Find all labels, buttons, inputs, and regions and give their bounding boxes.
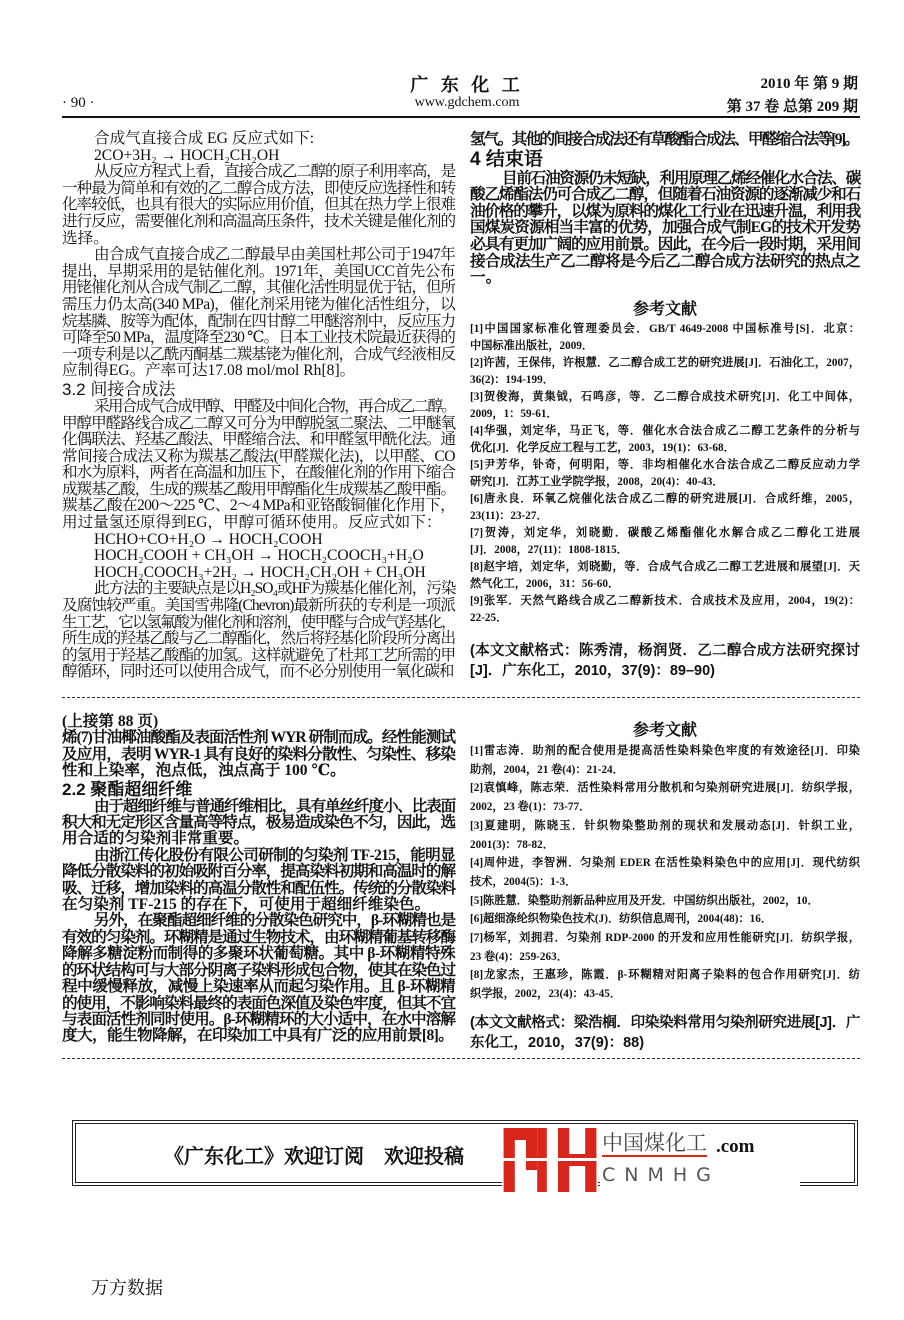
text-line: [3]贺俊海，黄集钺，石鸣彦，等．乙二醇合成技术研究[J]．化工中间体， (470, 391, 860, 403)
reference-item (470, 559, 860, 593)
text-line: 技术，2004(5)：1-3． (470, 875, 577, 888)
reference-item (470, 321, 860, 355)
text-line: 另外，在聚酯超细纤维的分散染色研究中，β-环糊精也是 (94, 912, 455, 930)
text-line: 提出，早期采用的是钴催化剂。1971年，美国UCC首先公布 (62, 262, 455, 280)
text-line: 织学报，2002，23(4)：43-45． (470, 988, 622, 1001)
text-line: [5]尹芳华，钋奇，何明阳，等．非均相催化水合法合成乙二醇反应动力学 (470, 459, 860, 471)
text-line: 36(2)：194-199． (470, 374, 554, 386)
text-line: 从反应方程式上看，直接合成乙二醇的原子利用率高，是 (94, 163, 455, 181)
text-line: 的环状结构可与大部分阴离子染料形成包合物，使其在染色过 (62, 961, 455, 979)
text-line: 用铑催化剂从合成气制乙二醇，其催化活性明显优于钴，但所 (62, 279, 455, 297)
paragraph (62, 131, 455, 148)
text-line: [6]唐永良．环氧乙烷催化法合成乙二醇的研究进展[J]．合成纤维，2005， (470, 493, 860, 505)
text-line: 化率较低，也具有很大的实际应用价值，但其在热力学上很难 (62, 196, 455, 214)
text-line: 中国标准出版社，2009． (470, 340, 594, 352)
article-divider (62, 697, 860, 698)
text-line: 优化[J]．化学反应工程与工艺，2003，19(1)：63-68． (470, 442, 735, 454)
reference-item (470, 389, 860, 423)
text-line: 选择。 (62, 229, 109, 247)
text-line: [2]许茜，王保伟，许根慧．乙二醇合成工艺的研究进展[J]．石油化工，2007， (470, 357, 860, 369)
section-heading (470, 149, 860, 171)
text-line: 必具有更加广阔的应用前景。因此，在今后一段时期，采用间 (470, 235, 860, 253)
reference-item (470, 525, 860, 559)
reference-item (470, 966, 860, 1003)
references-list (470, 321, 860, 627)
text-line: 性和上染率，泡点低，浊点高于 100 ℃。 (62, 762, 346, 780)
text-line: [4]华强，刘定华，马正飞，等．催化水合法合成乙二醇工艺条件的分析与 (470, 425, 860, 437)
paragraph (470, 171, 860, 287)
text-line: HOCH₂COOCH₃+2H₂ → HOCH₂CH₂OH + CH₃OH (94, 563, 426, 581)
website: www.gdchem.com (414, 95, 520, 110)
reference-item (470, 892, 860, 911)
volume-info: 第 37 卷 总第 209 期 (726, 99, 858, 115)
text-line: 2.2 聚酯超细纤维 (62, 779, 193, 799)
paragraph (62, 164, 455, 247)
text-line: 及腐蚀较严重。美国雪弗隆(Chevron)最新所获的专利是一项派 (62, 597, 455, 615)
header-rule (62, 116, 860, 118)
text-line: 有效的匀染剂。环糊精是通过生物技术，由环糊精葡基转移酶 (62, 928, 455, 946)
text-line: [2]袁慎峰，陈志荣．活性染料常用分散机和匀染剂研究进展[J]．纺织学报， (470, 782, 860, 795)
text-line: 的氢用于羟基乙酸酯的加氢。这样就避免了杜邦工艺所需的甲 (62, 646, 455, 664)
chemical-equation (62, 148, 455, 165)
text-line: 常间接合成法又称为羰基乙酸法(甲醛羰化法)，以甲醛、CO (62, 447, 455, 465)
text-line: 程中缓慢释放，减慢上染速率从而起匀染作用。且 β-环糊精 (62, 978, 456, 996)
text-line: 4 结束语 (470, 148, 543, 170)
text-line: 可降至50 MPa，温度降至230 ℃。日本工业技术院最近获得的 (62, 329, 455, 347)
reference-item (470, 779, 860, 816)
journal-title: 广 东 化 工 (410, 75, 524, 95)
text-line: 此方法的主要缺点是以H₂SO₄或HF为羰基化催化剂，污染 (94, 580, 456, 598)
article-divider (62, 1058, 860, 1059)
text-line: 然气化工，2006，31：56-60． (470, 578, 620, 590)
text-line: 由浙江传化股份有限公司研制的匀染剂 TF-215，能明显 (94, 846, 455, 864)
paragraph (62, 799, 455, 848)
text-line: 降解多糖淀粉而制得的多聚环状葡萄糖。其中 β-环糊精特殊 (62, 945, 456, 963)
text-line: 2CO+3H₂ → HOCH₂CH₂OH (94, 146, 280, 164)
text-line: 及应用，表明 WYR-1 具有良好的染料分散性、匀染性、移染 (62, 745, 455, 763)
text-line: 助剂，2004，21 卷(4)：21-24． (470, 763, 624, 776)
text-line: 目前石油资源仍未短缺，利用原理乙烯经催化水合法、碳 (502, 169, 860, 187)
text-line: 积大和无定形区含量高等特点，极易造成染色不匀，因此，选 (62, 814, 455, 832)
reference-item (470, 910, 860, 929)
references-title: 参考文献 (632, 301, 697, 318)
text-line: 一项专利是以乙酰丙酮基二羰基铑为催化剂，合成气经液相反 (62, 345, 455, 363)
text-line: 采用合成气合成甲醇、甲醛及中间化合物，再合成乙二醇。 (94, 397, 456, 415)
text-line: 合成气直接合成 EG 反应式如下: (94, 130, 315, 147)
text-line: 化偶联法、羟基乙酸法、甲醛缩合法、和甲醛氢甲酰化法。通 (62, 431, 455, 449)
paragraph (62, 848, 455, 914)
article1-right-column (470, 132, 860, 287)
text-line: HCHO+CO+H₂O → HOCH₂COOH (94, 530, 323, 548)
text-line: [5]陈胜慧．染整助剂新品种应用及开发．中国纺织出版社，2002，10． (470, 894, 819, 907)
citation-format (470, 642, 860, 681)
text-line: 在匀染剂 TF-215 的存在下，可使用于超细纤维染色。 (62, 896, 431, 914)
text-line: [6]超细涤纶织物染色技术(J)．纺织信息周刊，2004(48)：16． (470, 913, 773, 926)
logo-suffix: .com (716, 1136, 755, 1157)
text-line: [8]赵宇培，刘定华，刘晓勤，等．合成气合成乙二醇工艺进展和展望[J]．天 (470, 561, 860, 573)
paragraph (62, 730, 455, 779)
text-line: 酸乙烯酯法仍可合成乙二醇，但随着石油资源的逐渐减少和石 (470, 186, 860, 204)
text-line: 烯(7)甘油椰油酸酯及表面活性剂 WYR 研制而成。经性能测试 (62, 729, 455, 747)
text-line: [7]杨军，刘拥君．匀染剂 RDP-2000 的开发和应用性能研究[J]．纺织学报， (470, 932, 860, 945)
text-line: 所生成的羟基乙酸与乙二醇酯化，然后将羟基化阶段所分离出 (62, 630, 455, 648)
page-number: · 90 · (62, 95, 95, 111)
reference-item (470, 491, 860, 525)
text-line: 研究[J]．江苏工业学院学报，2008，20(4)：40-43． (470, 476, 724, 488)
text-line: (本文文献格式：梁浩榈．印染染料常用匀染剂研究进展[J]．广 (470, 1015, 860, 1031)
section-heading (62, 380, 455, 399)
paragraph (470, 132, 860, 149)
text-line: 需压力仍太高(340 MPa)，催化剂采用铑为催化活性组分，以 (62, 295, 455, 313)
text-line: 油价格的攀升，以煤为原料的煤化工行业在迅速升温，利用我 (470, 202, 860, 220)
issue-number: 2010 年 第 9 期 (760, 76, 858, 92)
text-line: [4]周仲进，李智洲．匀染剂 EDER 在活性染料染色中的应用[J]．现代纺织 (470, 857, 860, 870)
text-line: 进行反应，需要催化剂和高温高压条件，技术关键是催化剂的 (62, 212, 455, 230)
reference-item (470, 854, 860, 891)
text-line: 吸、迁移，增加染料的高温分散性和配伍性。传统的分散染料 (62, 879, 455, 897)
text-line: [8]龙家杰，王惠珍，陈霞．β-环糊精对阳离子染料的包合作用研究[J]．纺 (470, 969, 860, 982)
article1-left-column (62, 131, 455, 681)
text-line: 成羰基乙酸，生成的羰基乙酸用甲醇酯化生成羰基乙酸甲酯。 (62, 480, 455, 498)
text-line: 东化工，2010，37(9)：88) (470, 1034, 645, 1051)
text-line: [J]．广东化工，2010，37(9)：89–90) (470, 662, 715, 679)
reference-item (470, 423, 860, 457)
citation-format (470, 1014, 860, 1053)
article2-left-column (62, 714, 455, 1045)
text-line: 与表面活性剂同时使用。β-环糊精环的大小适中，在水中溶解 (62, 1010, 455, 1028)
text-line: (上接第 88 页) (62, 713, 159, 730)
paragraph (62, 581, 455, 681)
text-line: 应制得EG。产率可达17.08 mol/mol Rh[8]。 (62, 362, 356, 380)
text-line: HOCH₂COOH + CH₃OH → HOCH₂COOCH₃+H₂O (94, 547, 424, 565)
references-list (470, 742, 860, 1004)
banner-slogan: 《广东化工》欢迎订阅 欢迎投稿 (164, 1146, 464, 1168)
text-line: 3.2 间接合成法 (62, 379, 176, 399)
reference-item (470, 742, 860, 779)
text-line: 生工艺，它以氢氟酸为催化剂和溶剂，使甲醛与合成气羟基化， (62, 613, 455, 631)
paragraph (62, 399, 455, 532)
text-line: 用过量氢还原得到EG，甲醇可循环使用。反应式如下： (62, 514, 442, 532)
text-line: (本文文献格式：陈秀清，杨润贤．乙二醇合成方法研究探讨 (470, 643, 860, 659)
references-title: 参考文献 (632, 722, 697, 739)
text-line: 22-25． (470, 612, 508, 624)
reference-item (470, 642, 860, 681)
text-line: [7]贺涛，刘定华，刘晓勤．碳酸乙烯酯催化水解合成乙二醇化工进展 (470, 527, 860, 539)
section-heading (62, 780, 455, 799)
reference-item (470, 929, 860, 966)
logo (502, 1128, 598, 1192)
text-line: 氢气。其他的间接合成法还有草酸酯合成法、甲醛缩合法等[9]。 (470, 131, 859, 148)
text-line: 甲醇甲醛路线合成乙二醇又可分为甲醇脱氢二聚法、二甲醚氧 (62, 414, 455, 432)
text-line: [3]夏建明，陈晓玉．针织物染整助剂的现状和发展动态[J]．针织工业， (470, 819, 860, 832)
logo-text-en: CNMHG (602, 1164, 720, 1186)
text-line: 的使用，不影响染料最终的表面色深值及染色牢度，但其不宜 (62, 994, 455, 1012)
reference-item (470, 593, 860, 627)
reference-item (470, 355, 860, 389)
text-line: 醇循环，同时还可以使用合成气，而不必分别使用一氧化碳和 (62, 663, 454, 681)
text-line: [1]中国国家标准化管理委员会．GB/T 4649-2008 中国标准号[S]．北京： (470, 323, 860, 335)
text-line: 2001(3)：78-82． (470, 838, 554, 851)
text-line: 接合成法生产乙二醇将是今后乙二醇合成方法研究的热点之 (470, 252, 860, 270)
logo-text-cn: 中国煤化工 (602, 1131, 707, 1155)
text-line: 2002，23 卷(1)：73-77． (470, 801, 591, 814)
chemical-equation (62, 532, 455, 582)
paragraph (62, 913, 455, 1044)
text-line: 烷基膦、胺等为配体，配制在四甘醇二甲醚溶剂中，反应压力 (62, 312, 455, 330)
text-line: 度大，能生物降解，在印染加工中具有广泛的应用前景[8]。 (62, 1027, 454, 1045)
paragraph (62, 247, 455, 380)
text-line: 降低分散染料的初始吸附百分率，提高染料初期和高温时的解 (62, 863, 455, 881)
text-line: 国煤炭资源相当丰富的优势，加强合成气制EG的技术开发势 (470, 219, 860, 237)
wanfang-watermark: 万方数据 (91, 1278, 163, 1299)
reference-item (470, 457, 860, 491)
text-line: 由合成气直接合成乙二醇最早由美国杜邦公司于1947年 (94, 246, 456, 264)
reference-item (470, 1014, 860, 1053)
text-line: 羰基乙酸在200～225 ℃、2～4 MPa和亚铬酸铜催化作用下， (62, 497, 455, 515)
text-line: 用合适的匀染剂非常重要。 (62, 830, 250, 848)
reference-item (470, 817, 860, 854)
text-line: 一种最为简单和有效的乙二醇合成方法，即使反应选择性和转 (62, 179, 455, 197)
text-line: [1]雷志涛．助剂的配合使用是提高活性染料染色牢度的有效途径[J]．印染 (470, 745, 860, 757)
logo-mh-icon (502, 1128, 598, 1192)
text-line: 2009，1：59-61． (470, 408, 558, 420)
text-line: [J]．2008，27(11)：1808-1815． (470, 544, 628, 556)
text-line: 23 卷(4)：259-263． (470, 950, 568, 963)
text-line: [9]张军．天然气路线合成乙二醇新技术．合成技术及应用，2004，19(2)： (470, 595, 860, 607)
text-line: 和水为原料，两者在高温和加压下，在酸催化剂的作用下缩合 (62, 464, 455, 482)
text-line: 一。 (470, 269, 502, 287)
text-line: 23(11)：23-27． (470, 510, 548, 522)
paragraph (62, 714, 455, 730)
text-line: 由于超细纤维与普通纤维相比，具有单丝纤度小、比表面 (94, 797, 455, 815)
